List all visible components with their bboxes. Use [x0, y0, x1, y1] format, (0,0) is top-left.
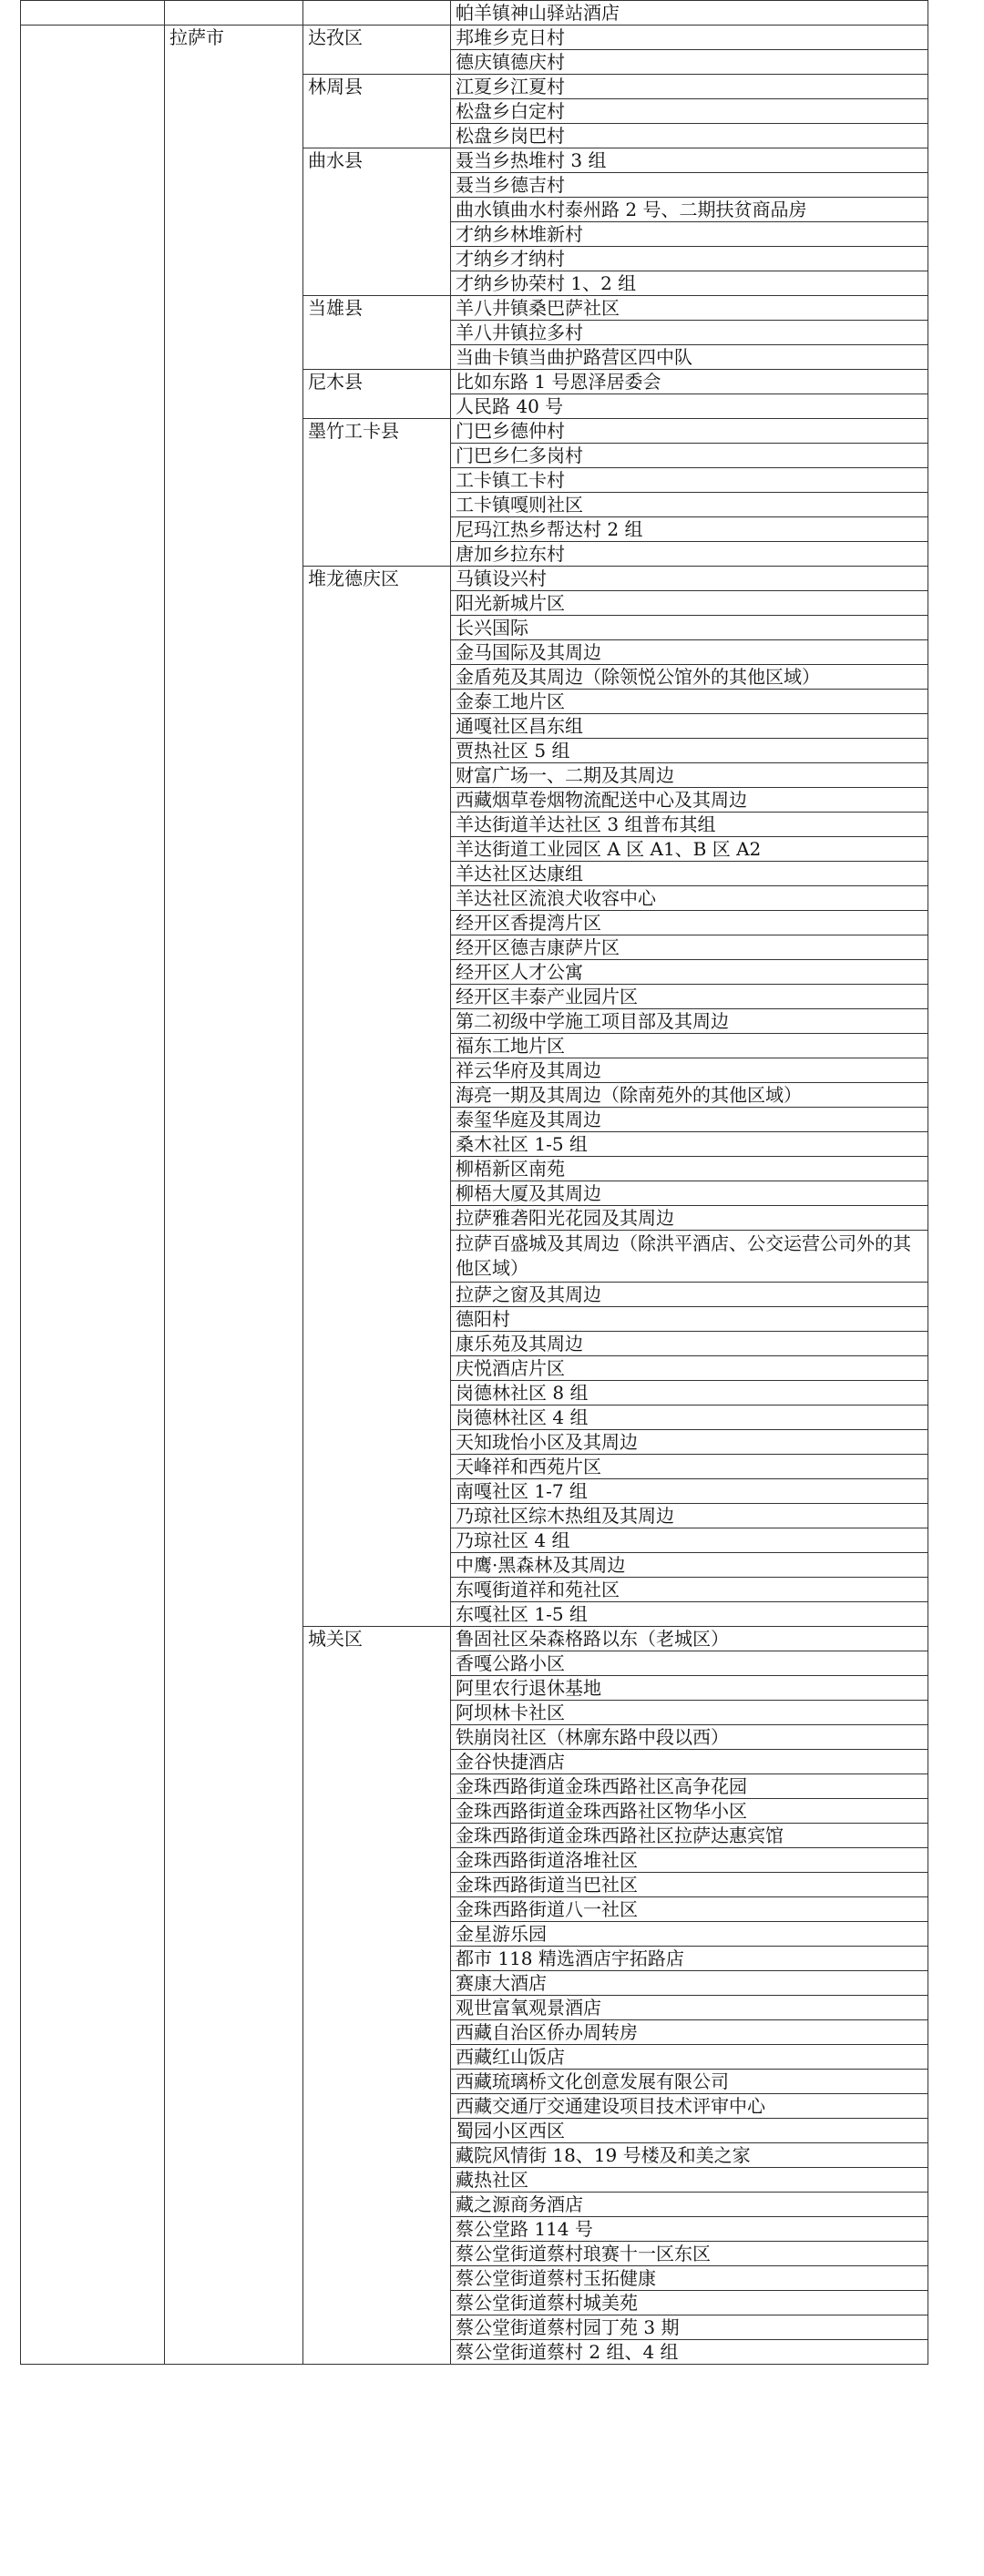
blank-cell [165, 1, 303, 26]
place-cell: 观世富氧观景酒店 [451, 1996, 928, 2020]
place-cell: 香嘎公路小区 [451, 1651, 928, 1676]
place-cell: 金珠西路街道金珠西路社区高争花园 [451, 1774, 928, 1799]
place-cell: 金盾苑及其周边（除领悦公馆外的其他区域） [451, 665, 928, 690]
place-cell: 羊达街道工业园区 A 区 A1、B 区 A2 [451, 837, 928, 862]
region-table [20, 0, 928, 2365]
table-body [21, 1, 928, 2365]
place-cell: 金马国际及其周边 [451, 640, 928, 665]
district-cell: 达孜区 [303, 26, 451, 75]
place-cell: 曲水镇曲水村泰州路 2 号、二期扶贫商品房 [451, 198, 928, 222]
place-cell: 东嘎社区 1-5 组 [451, 1602, 928, 1627]
place-cell: 聂当乡热堆村 3 组 [451, 148, 928, 173]
place-cell: 当曲卡镇当曲护路营区四中队 [451, 345, 928, 370]
blank-cell [21, 1, 165, 26]
blank-cell [303, 1, 451, 26]
place-cell: 岗德林社区 4 组 [451, 1406, 928, 1430]
place-cell: 聂当乡德吉村 [451, 173, 928, 198]
place-cell: 西藏烟草卷烟物流配送中心及其周边 [451, 788, 928, 813]
place-cell: 经开区丰泰产业园片区 [451, 985, 928, 1009]
place-cell: 经开区香提湾片区 [451, 911, 928, 935]
place-cell: 马镇设兴村 [451, 567, 928, 591]
place-cell: 松盘乡岗巴村 [451, 124, 928, 148]
place-cell: 工卡镇工卡村 [451, 468, 928, 493]
place-cell: 都市 118 精选酒店宇拓路店 [451, 1947, 928, 1971]
place-cell: 柳梧新区南苑 [451, 1157, 928, 1181]
place-cell: 东嘎街道祥和苑社区 [451, 1578, 928, 1602]
place-cell: 赛康大酒店 [451, 1971, 928, 1996]
place-cell: 金星游乐园 [451, 1922, 928, 1947]
place-cell: 南嘎社区 1-7 组 [451, 1479, 928, 1504]
place-cell: 乃琼社区综木热组及其周边 [451, 1504, 928, 1528]
place-cell: 门巴乡仁多岗村 [451, 444, 928, 468]
place-cell: 德阳村 [451, 1307, 928, 1332]
place-cell: 羊八井镇桑巴萨社区 [451, 296, 928, 321]
place-cell: 比如东路 1 号恩泽居委会 [451, 370, 928, 394]
place-cell: 邦堆乡克日村 [451, 26, 928, 50]
place-cell: 才纳乡才纳村 [451, 247, 928, 271]
place-cell: 羊达社区流浪犬收容中心 [451, 886, 928, 911]
place-cell: 中鹰·黑森林及其周边 [451, 1553, 928, 1578]
table-row [21, 26, 928, 50]
place-cell: 鲁固社区朵森格路以东（老城区） [451, 1627, 928, 1651]
place-cell: 蔡公堂街道蔡村城美苑 [451, 2291, 928, 2315]
place-cell: 蔡公堂街道蔡村 2 组、4 组 [451, 2340, 928, 2365]
place-cell: 羊八井镇拉多村 [451, 321, 928, 345]
place-cell: 桑木社区 1-5 组 [451, 1132, 928, 1157]
place-cell: 羊达街道羊达社区 3 组普布其组 [451, 813, 928, 837]
district-cell: 曲水县 [303, 148, 451, 296]
place-cell: 蔡公堂街道蔡村琅赛十一区东区 [451, 2242, 928, 2266]
place-cell: 泰玺华庭及其周边 [451, 1108, 928, 1132]
place-cell: 松盘乡白定村 [451, 99, 928, 124]
place-cell: 金珠西路街道金珠西路社区物华小区 [451, 1799, 928, 1824]
place-cell: 康乐苑及其周边 [451, 1332, 928, 1356]
place-cell: 天知珑怡小区及其周边 [451, 1430, 928, 1455]
place-cell: 蜀园小区西区 [451, 2119, 928, 2143]
place-cell: 第二初级中学施工项目部及其周边 [451, 1009, 928, 1034]
place-cell: 海亮一期及其周边（除南苑外的其他区域） [451, 1083, 928, 1108]
place-cell: 门巴乡德仲村 [451, 419, 928, 444]
place-cell: 经开区人才公寓 [451, 960, 928, 985]
district-cell: 堆龙德庆区 [303, 567, 451, 1627]
place-cell: 才纳乡协荣村 1、2 组 [451, 271, 928, 296]
place-cell: 长兴国际 [451, 616, 928, 640]
place-cell: 金珠西路街道金珠西路社区拉萨达惠宾馆 [451, 1824, 928, 1848]
place-cell: 德庆镇德庆村 [451, 50, 928, 75]
city-cell: 拉萨市 [165, 26, 303, 2365]
district-cell: 城关区 [303, 1627, 451, 2365]
district-cell: 当雄县 [303, 296, 451, 370]
place-cell: 祥云华府及其周边 [451, 1058, 928, 1083]
place-cell: 贾热社区 5 组 [451, 739, 928, 763]
place-cell: 天峰祥和西苑片区 [451, 1455, 928, 1479]
place-cell: 拉萨之窗及其周边 [451, 1283, 928, 1307]
place-cell: 蔡公堂街道蔡村园丁苑 3 期 [451, 2315, 928, 2340]
place-cell: 藏院风情街 18、19 号楼及和美之家 [451, 2143, 928, 2168]
place-cell: 江夏乡江夏村 [451, 75, 928, 99]
place-cell: 才纳乡林堆新村 [451, 222, 928, 247]
place-cell: 柳梧大厦及其周边 [451, 1181, 928, 1206]
place-cell: 阿坝林卡社区 [451, 1701, 928, 1725]
place-cell: 岗德林社区 8 组 [451, 1381, 928, 1406]
place-cell: 铁崩岗社区（林廓东路中段以西） [451, 1725, 928, 1750]
place-cell: 金珠西路街道当巴社区 [451, 1873, 928, 1897]
place-cell: 蔡公堂街道蔡村玉拓健康 [451, 2266, 928, 2291]
district-cell: 林周县 [303, 75, 451, 148]
place-cell: 羊达社区达康组 [451, 862, 928, 886]
place-cell: 帕羊镇神山驿站酒店 [451, 1, 928, 26]
place-cell: 通嘎社区昌东组 [451, 714, 928, 739]
place-cell: 蔡公堂路 114 号 [451, 2217, 928, 2242]
place-cell: 藏热社区 [451, 2168, 928, 2193]
place-cell: 西藏琉璃桥文化创意发展有限公司 [451, 2070, 928, 2094]
place-cell: 藏之源商务酒店 [451, 2193, 928, 2217]
place-cell: 西藏自治区侨办周转房 [451, 2020, 928, 2045]
place-cell: 金珠西路街道洛堆社区 [451, 1848, 928, 1873]
place-cell: 拉萨雅砻阳光花园及其周边 [451, 1206, 928, 1231]
district-cell: 尼木县 [303, 370, 451, 419]
district-cell: 墨竹工卡县 [303, 419, 451, 567]
place-cell: 阿里农行退休基地 [451, 1676, 928, 1701]
place-cell: 阳光新城片区 [451, 591, 928, 616]
place-cell: 金泰工地片区 [451, 690, 928, 714]
place-cell: 人民路 40 号 [451, 394, 928, 419]
place-cell: 福东工地片区 [451, 1034, 928, 1058]
place-cell: 金谷快捷酒店 [451, 1750, 928, 1774]
blank-cell [21, 26, 165, 2365]
place-cell: 西藏红山饭店 [451, 2045, 928, 2070]
place-cell: 西藏交通厅交通建设项目技术评审中心 [451, 2094, 928, 2119]
place-cell: 财富广场一、二期及其周边 [451, 763, 928, 788]
table-row [21, 1, 928, 26]
place-cell: 庆悦酒店片区 [451, 1356, 928, 1381]
place-cell: 乃琼社区 4 组 [451, 1528, 928, 1553]
place-cell: 尼玛江热乡帮达村 2 组 [451, 517, 928, 542]
place-cell: 拉萨百盛城及其周边（除洪平酒店、公交运营公司外的其他区域） [451, 1231, 928, 1283]
place-cell: 唐加乡拉东村 [451, 542, 928, 567]
place-cell: 工卡镇嘎则社区 [451, 493, 928, 517]
place-cell: 金珠西路街道八一社区 [451, 1897, 928, 1922]
place-cell: 经开区德吉康萨片区 [451, 935, 928, 960]
